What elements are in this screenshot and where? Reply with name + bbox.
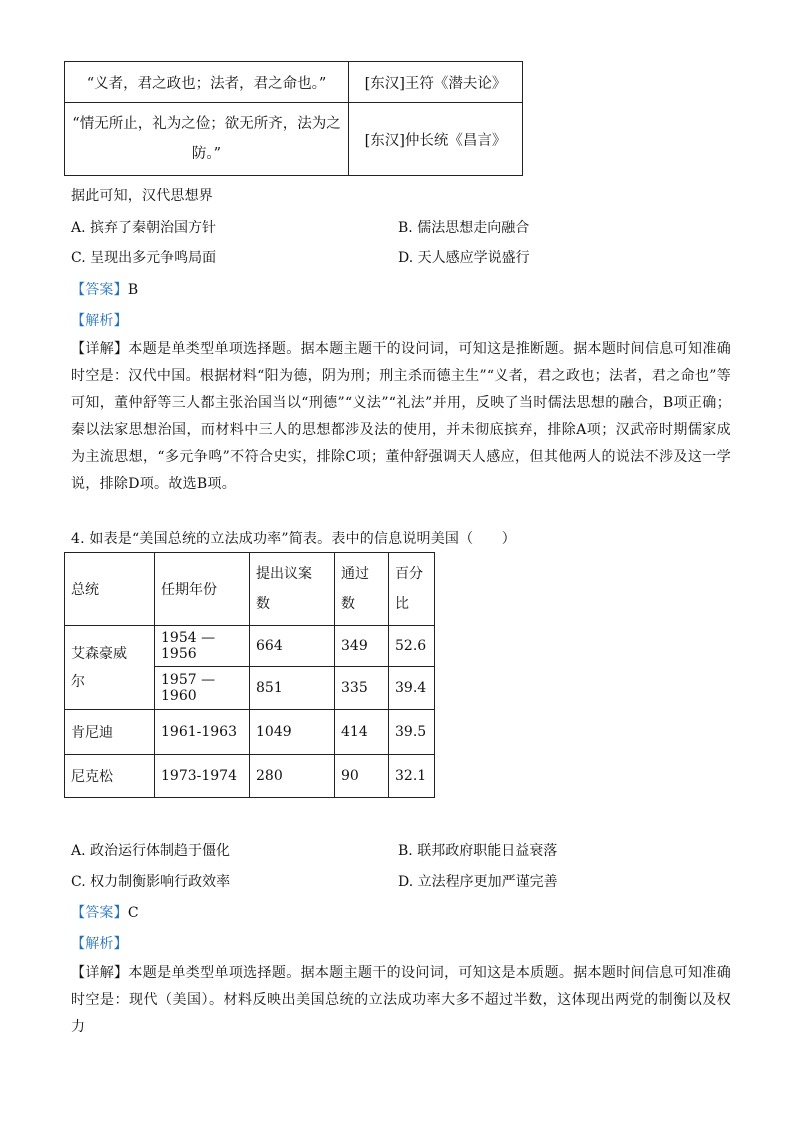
q4-option-a[interactable]: A. 政治运行体制趋于僵化 [71, 843, 231, 859]
cell-term: 1954 — 1956 [155, 626, 250, 667]
q3-option-c[interactable]: C. 呈现出多元争鸣局面 [71, 250, 217, 266]
table-row [65, 710, 435, 755]
cell-passed: 335 [335, 667, 389, 710]
answer-label: 【答案】 [71, 282, 128, 298]
table-row [65, 626, 435, 667]
quote-table [64, 61, 523, 176]
header-percent: 百分 比 [389, 553, 435, 626]
header-term: 任期年份 [155, 553, 250, 626]
source-cell [349, 62, 523, 103]
q4-option-d[interactable]: D. 立法程序更加严谨完善 [398, 874, 558, 890]
q4-stem: 4. 如表是“美国总统的立法成功率”简表。表中的信息说明美国（ ） [71, 531, 516, 547]
source-text: [东汉]仲长统《昌言》 [364, 132, 507, 149]
q4-detail: 【详解】本题是单类型单项选择题。据本题主题干的设问词，可知这是本质题。据本题时间信息可知准确时空是：现代（美国）。材料反映出美国总统的立法成功率大多不超过半数，这体现出两党的制衡以及权力 [71, 965, 731, 1035]
cell-percent: 39.5 [389, 710, 435, 755]
cell-proposals: 1049 [250, 710, 335, 755]
header-proposals: 提出议案 数 [250, 553, 335, 626]
q3-option-a[interactable]: A. 摈弃了秦朝治国方针 [71, 220, 217, 236]
source-text: [东汉]王符《潜夫论》 [364, 75, 507, 92]
cell-president: 肯尼迪 [65, 710, 155, 755]
quote-cell [65, 103, 349, 176]
q3-option-d[interactable]: D. 天人感应学说盛行 [398, 250, 530, 266]
cell-president: 艾森豪威 尔 [65, 626, 155, 710]
table-row [65, 755, 435, 798]
cell-passed: 349 [335, 626, 389, 667]
header-passed: 通过 数 [335, 553, 389, 626]
q4-option-c[interactable]: C. 权力制衡影响行政效率 [71, 874, 231, 890]
quote-cell [65, 62, 349, 103]
q3-analysis-label: 【解析】 [71, 313, 128, 329]
quote-text: “义者，君之政也；法者，君之命也。” [86, 75, 327, 92]
answer-label: 【答案】 [71, 905, 128, 921]
header-president: 总统 [65, 553, 155, 626]
q3-detail: 【详解】本题是单类型单项选择题。据本题主题干的设问词，可知这是推断题。据本题时间信息可知准确时空是：汉代中国。根据材料“阳为德，阴为刑；刑主杀而德主生”“义者，君之政也；法者，君之命也”等可知，董仲舒等三人都主张治国当以“刑德”“义法”“礼法”并用，反映了当时儒法思想的融合，B项正确；秦以法家思想治国，而材料中三人的思想都涉及法的使用，并未彻底摈弃，排除A项；汉武帝时期儒家成为主流思想，“多元争鸣”不符合史实，排除C项；董仲舒强调天人感应，但其他两人的说法不涉及这一学说，排除D项。故选B项。 [71, 341, 731, 492]
cell-proposals: 664 [250, 626, 335, 667]
cell-term: 1957 — 1960 [155, 667, 250, 710]
q3-option-b[interactable]: B. 儒法思想走向融合 [398, 220, 530, 236]
q4-answer [71, 902, 139, 922]
q4-analysis-label: 【解析】 [71, 936, 128, 952]
cell-passed: 90 [335, 755, 389, 798]
q4-option-b[interactable]: B. 联邦政府职能日益衰落 [398, 843, 558, 859]
answer-value: C [127, 905, 139, 921]
legislation-table [64, 552, 435, 798]
cell-percent: 52.6 [389, 626, 435, 667]
cell-term: 1961-1963 [155, 710, 250, 755]
q3-stem: 据此可知，汉代思想界 [71, 188, 213, 204]
quote-text-line2: 防。” [191, 146, 222, 162]
cell-proposals: 851 [250, 667, 335, 710]
cell-percent: 32.1 [389, 755, 435, 798]
cell-term: 1973-1974 [155, 755, 250, 798]
cell-proposals: 280 [250, 755, 335, 798]
quote-text-line1: “情无所止，礼为之俭；欲无所齐，法为之 [72, 116, 341, 132]
answer-value: B [127, 282, 139, 298]
cell-passed: 414 [335, 710, 389, 755]
cell-president: 尼克松 [65, 755, 155, 798]
cell-percent: 39.4 [389, 667, 435, 710]
q3-answer [71, 279, 138, 299]
source-cell [349, 103, 523, 176]
